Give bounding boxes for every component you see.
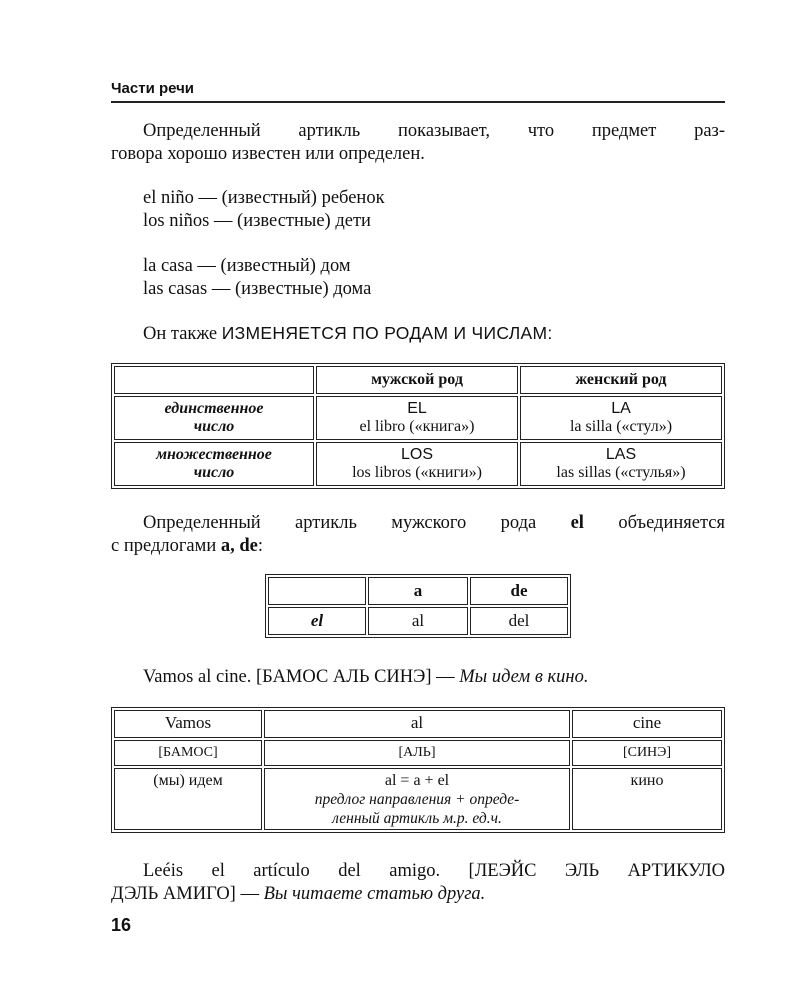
intro-line-1: Определенный артикль показывает, что предмет раз- [143, 121, 725, 141]
contraction-paragraph [111, 512, 725, 558]
example-line: los niños — (известные) дети [143, 211, 371, 231]
row-label-line: число [193, 418, 235, 435]
cell-al: al [368, 607, 468, 635]
col-header-a: a [368, 577, 468, 605]
contraction-text: : [257, 536, 264, 556]
contraction-line-1 [111, 512, 725, 535]
intro-paragraph [111, 120, 725, 166]
gender-number-line [143, 322, 553, 346]
meaning-cell: (мы) идем [114, 768, 262, 830]
cell-del: del [470, 607, 568, 635]
article-table [111, 363, 725, 489]
article-example: la silla («стул») [569, 418, 673, 435]
cell-singular-masculine [316, 396, 518, 440]
contraction-text: с предлогами [111, 536, 217, 556]
example-group-1 [143, 187, 385, 233]
word-cell: al [264, 710, 570, 738]
page-number: 16 [111, 915, 132, 935]
row-label-line: множественное [156, 446, 272, 463]
word-cell: cine [572, 710, 722, 738]
contraction-text: объединяется [618, 513, 726, 533]
cell-singular-feminine [520, 396, 722, 440]
meaning-note-line: предлог направления + опреде- [314, 791, 520, 808]
transcription-cell: [СИНЭ] [572, 740, 722, 766]
row-label-el: el [268, 607, 366, 635]
leeis-line-2 [111, 883, 725, 906]
word-cell: Vamos [114, 710, 262, 738]
contraction-bold: el [570, 513, 584, 533]
cell-plural-feminine [520, 442, 722, 486]
example-line: el niño — (известный) ребенок [143, 188, 385, 208]
gender-number-lead: Он также [143, 324, 218, 344]
vamos-example [143, 666, 588, 689]
contraction-line-2 [111, 535, 725, 558]
col-header-de: de [470, 577, 568, 605]
article-las: LAS [605, 446, 637, 463]
row-label-plural [114, 442, 314, 486]
row-label-line: единственное [164, 400, 264, 417]
contraction-bold: a, de [220, 536, 258, 556]
leeis-translation: Вы читаете статью друга. [263, 884, 486, 904]
row-label-singular [114, 396, 314, 440]
article-example: el libro («книга») [359, 418, 475, 435]
transcription-cell: [АЛЬ] [264, 740, 570, 766]
leeis-text: ДЭЛЬ АМИГО] — [111, 884, 259, 904]
cell-plural-masculine [316, 442, 518, 486]
article-el: EL [407, 400, 427, 417]
article-los: LOS [400, 446, 433, 463]
meaning-cell-al [264, 768, 570, 830]
gender-number-caps: ИЗМЕНЯЕТСЯ ПО РОДАМ И ЧИСЛАМ: [221, 323, 553, 343]
leeis-line-1: Leéis el artículo del amigo. [ЛЕЭЙС ЭЛЬ АРТИКУЛО [143, 861, 725, 881]
meaning-cell: кино [572, 768, 722, 830]
table-corner-cell [268, 577, 366, 605]
example-line: las casas — (известные) дома [143, 279, 372, 299]
vamos-table [111, 707, 725, 833]
example-group-2 [143, 255, 371, 301]
transcription-cell: [БАМОС] [114, 740, 262, 766]
header-rule [111, 101, 725, 103]
col-header-masculine: мужской род [316, 366, 518, 394]
vamos-spanish: Vamos al cine. [БАМОС АЛЬ СИНЭ] — [143, 667, 455, 687]
article-example: las sillas («стулья») [556, 464, 686, 481]
contraction-table [265, 574, 571, 638]
contraction-text: Определенный артикль мужского рода [143, 513, 537, 533]
article-example: los libros («книги») [352, 464, 482, 481]
example-line: la casa — (известный) дом [143, 256, 351, 276]
article-la: LA [611, 400, 631, 417]
meaning-note-line: ленный артикль м.р. ед.ч. [332, 810, 502, 827]
section-title: Части речи [111, 80, 195, 97]
col-header-feminine: женский род [520, 366, 722, 394]
vamos-translation: Мы идем в кино. [459, 667, 589, 687]
table-corner-cell [114, 366, 314, 394]
intro-line-2: говора хорошо известен или определен. [111, 144, 425, 164]
meaning-formula: al = a + el [384, 772, 450, 789]
leeis-paragraph [111, 860, 725, 906]
row-label-line: число [193, 464, 235, 481]
